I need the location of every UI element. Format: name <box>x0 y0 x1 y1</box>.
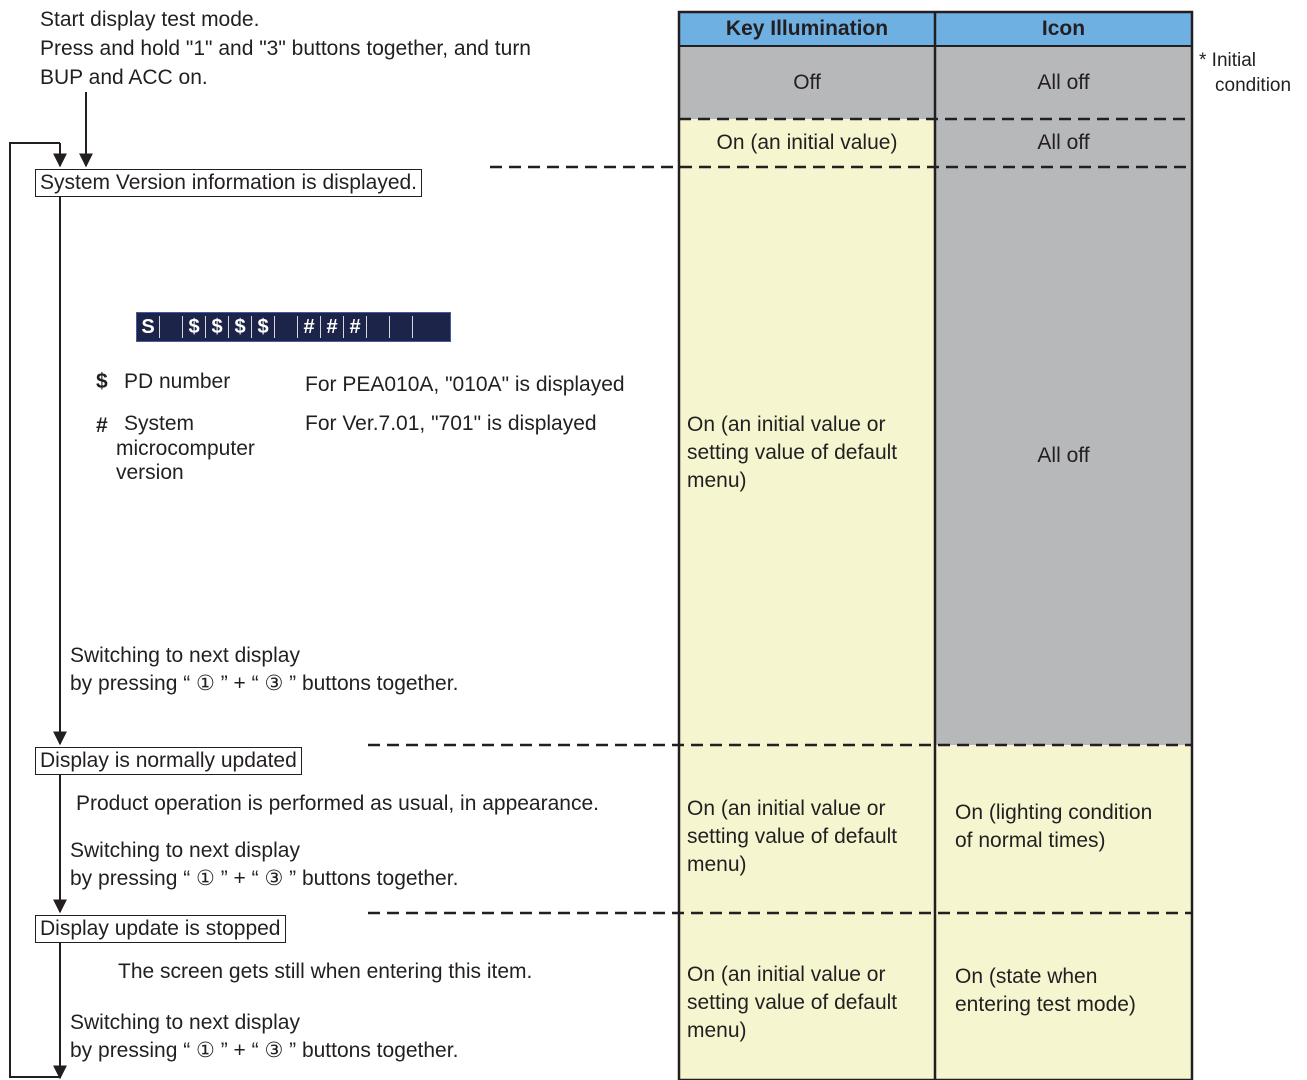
lcd-char <box>367 316 390 338</box>
row1-key: Off <box>679 46 935 119</box>
step1-switch-line2: by pressing “ ① ” + “ ③ ” buttons together. <box>70 672 459 695</box>
lcd-char <box>160 316 183 338</box>
row5-icon-line1: On (state when <box>955 965 1098 988</box>
lcd-char: # <box>298 316 321 338</box>
lcd-char: S <box>137 316 160 338</box>
row3-key-line2: setting value of default <box>687 441 898 464</box>
pd-desc: For PEA010A, "010A" is displayed <box>305 373 625 396</box>
lcd-char: # <box>321 316 344 338</box>
lcd-char: $ <box>183 316 206 338</box>
pd-label: PD number <box>124 370 231 393</box>
header-key-illumination: Key Illumination <box>679 12 935 46</box>
row5-key-line3: menu) <box>687 1019 747 1042</box>
initial-note-line2: condition <box>1215 75 1292 96</box>
row4-icon-line2: of normal times) <box>955 829 1106 852</box>
lcd-char: $ <box>229 316 252 338</box>
lcd-char: $ <box>206 316 229 338</box>
ver-label-line2: microcomputer <box>116 437 255 460</box>
initial-note-line1: * Initial <box>1199 50 1257 71</box>
step2-box: Display is normally updated <box>35 747 302 775</box>
row4-key-line3: menu) <box>687 853 747 876</box>
lcd-char: # <box>344 316 367 338</box>
lcd-char: $ <box>252 316 275 338</box>
row5-key-line1: On (an initial value or <box>687 963 886 986</box>
pd-symbol: $ <box>96 370 108 393</box>
lcd-display <box>136 312 451 342</box>
row1-icon: All off <box>935 46 1192 119</box>
step2-switch-line1: Switching to next display <box>70 839 300 862</box>
step1-switch-line1: Switching to next display <box>70 644 300 667</box>
intro-line1: Start display test mode. <box>40 8 260 31</box>
row3-key-line1: On (an initial value or <box>687 413 886 436</box>
step3-desc: The screen gets still when entering this item. <box>118 960 533 983</box>
row5-icon-line2: entering test mode) <box>955 993 1136 1016</box>
row3-key-line3: menu) <box>687 469 747 492</box>
intro-line3: BUP and ACC on. <box>40 66 208 89</box>
lcd-char <box>275 316 298 338</box>
ver-label-line1: System <box>124 412 195 435</box>
step3-box: Display update is stopped <box>35 915 286 943</box>
intro-line2: Press and hold "1" and "3" buttons together, and turn <box>40 37 531 60</box>
row5-key-line2: setting value of default <box>687 991 898 1014</box>
header-icon: Icon <box>935 12 1192 46</box>
ver-symbol: # <box>96 414 108 437</box>
step1-box: System Version information is displayed. <box>35 169 422 197</box>
lcd-char <box>390 316 413 338</box>
step2-desc: Product operation is performed as usual, in appearance. <box>76 792 599 815</box>
ver-label-line3: version <box>116 461 184 484</box>
row4-key-line1: On (an initial value or <box>687 797 886 820</box>
row4-icon-line1: On (lighting condition <box>955 801 1153 824</box>
step2-switch-line2: by pressing “ ① ” + “ ③ ” buttons together. <box>70 867 459 890</box>
row2-icon: All off <box>935 119 1192 167</box>
ver-desc: For Ver.7.01, "701" is displayed <box>305 412 597 435</box>
row2-key: On (an initial value) <box>679 119 935 167</box>
row3-icon: All off <box>935 167 1192 745</box>
step3-switch-line1: Switching to next display <box>70 1011 300 1034</box>
step3-switch-line2: by pressing “ ① ” + “ ③ ” buttons together. <box>70 1039 459 1062</box>
row4-key-line2: setting value of default <box>687 825 898 848</box>
